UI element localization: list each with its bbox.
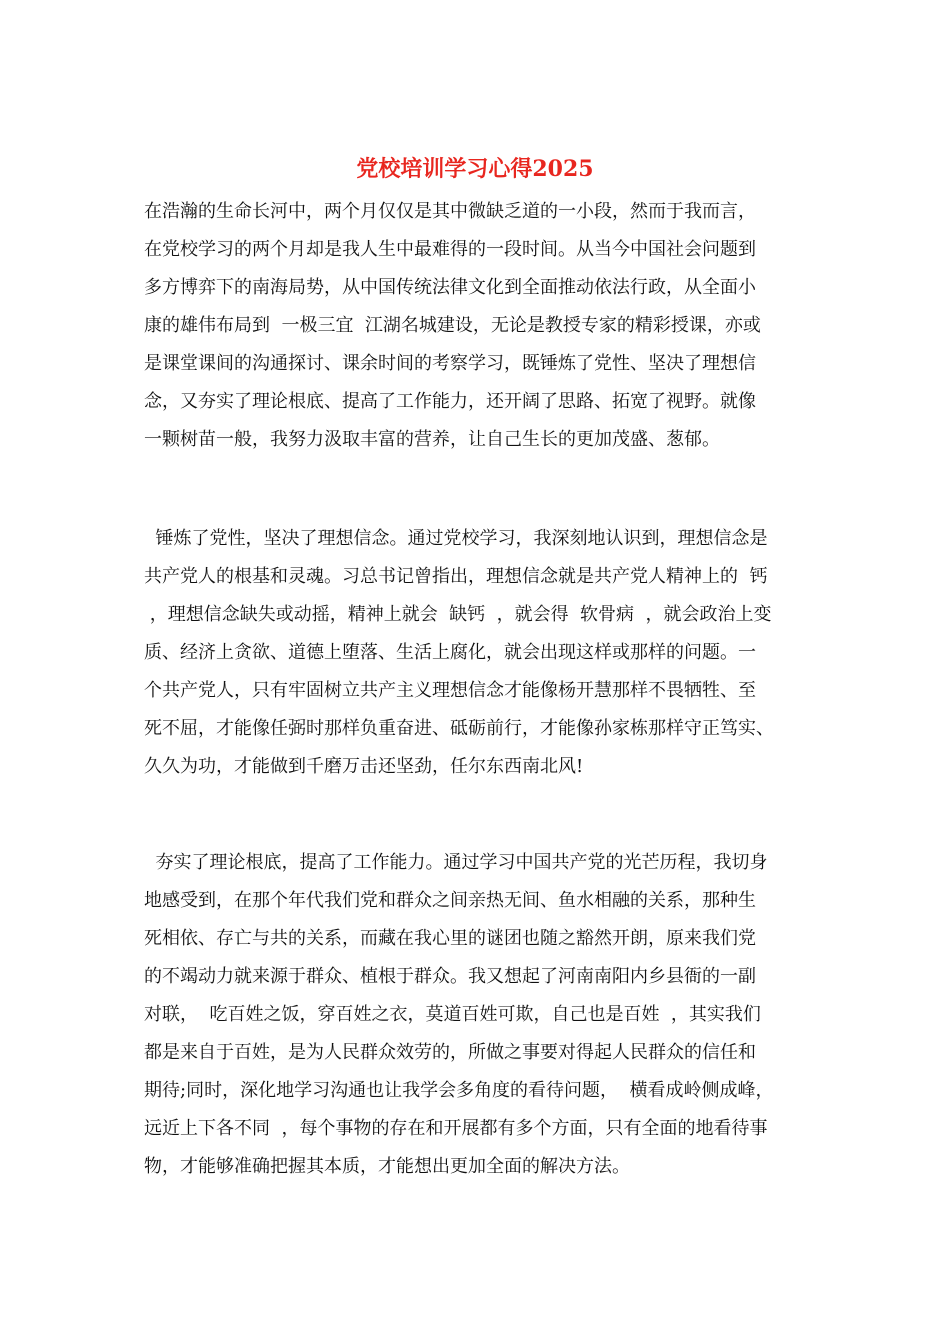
paragraph-line: 远近上下各不同 ，每个事物的存在和开展都有多个方面，只有全面的地看待事: [144, 1118, 768, 1139]
paragraph-line: 物，才能够准确把握其本质，才能想出更加全面的解决方法。: [144, 1156, 630, 1177]
paragraph-1: [144, 193, 814, 459]
paragraph-line: ，理想信念缺失或动摇，精神上就会 缺钙 ，就会得 软骨病 ，就会政治上变: [144, 604, 772, 625]
paragraph-line: 个共产党人，只有牢固树立共产主义理想信念才能像杨开慧那样不畏牺牲、至: [144, 680, 756, 701]
paragraph-line: 在浩瀚的生命长河中，两个月仅仅是其中微缺乏道的一小段，然而于我而言，: [144, 201, 756, 222]
paragraph-line: 念，又夯实了理论根底、提高了工作能力，还开阔了思路、拓宽了视野。就像: [144, 391, 756, 412]
paragraph-3: [144, 844, 814, 1186]
paragraph-line: 一颗树苗一般，我努力汲取丰富的营养，让自己生长的更加茂盛、葱郁。: [144, 429, 720, 450]
paragraph-line: 对联， 吃百姓之饭，穿百姓之衣，莫道百姓可欺，自己也是百姓 ，其实我们: [144, 1004, 761, 1025]
paragraph-line: 质、经济上贪欲、道德上堕落、生活上腐化，就会出现这样或那样的问题。一: [144, 642, 756, 663]
paragraph-2: [144, 520, 814, 786]
paragraph-line: 的不竭动力就来源于群众、植根于群众。我又想起了河南南阳内乡县衙的一副: [144, 966, 756, 987]
paragraph-line: 共产党人的根基和灵魂。习总书记曾指出，理想信念就是共产党人精神上的 钙: [144, 566, 768, 587]
paragraph-line: 康的雄伟布局到 一极三宜 江湖名城建设，无论是教授专家的精彩授课，亦或: [144, 315, 761, 336]
paragraph-line: 期待;同时，深化地学习沟通也让我学会多角度的看待问题， 横看成岭侧成峰，: [144, 1080, 774, 1101]
paragraph-line: 锤炼了党性，坚决了理想信念。通过党校学习，我深刻地认识到，理想信念是: [144, 528, 768, 549]
paragraph-line: 都是来自于百姓，是为人民群众效劳的，所做之事要对得起人民群众的信任和: [144, 1042, 756, 1063]
document-title: 党校培训学习心得2025: [356, 156, 594, 182]
paragraph-line: 死不屈，才能像任弼时那样负重奋进、砥砺前行，才能像孙家栋那样守正笃实、: [144, 718, 774, 739]
paragraph-line: 在党校学习的两个月却是我人生中最难得的一段时间。从当今中国社会问题到: [144, 239, 756, 260]
paragraph-line: 夯实了理论根底，提高了工作能力。通过学习中国共产党的光芒历程，我切身: [144, 852, 768, 873]
paragraph-line: 多方博弈下的南海局势，从中国传统法律文化到全面推动依法行政，从全面小: [144, 277, 756, 298]
paragraph-line: 死相依、存亡与共的关系，而藏在我心里的谜团也随之豁然开朗，原来我们党: [144, 928, 756, 949]
paragraph-line: 是课堂课间的沟通探讨、课余时间的考察学习，既锤炼了党性、坚决了理想信: [144, 353, 756, 374]
paragraph-line: 地感受到，在那个年代我们党和群众之间亲热无间、鱼水相融的关系，那种生: [144, 890, 756, 911]
paragraph-line: 久久为功，才能做到千磨万击还坚劲，任尔东西南北风!: [144, 756, 584, 777]
